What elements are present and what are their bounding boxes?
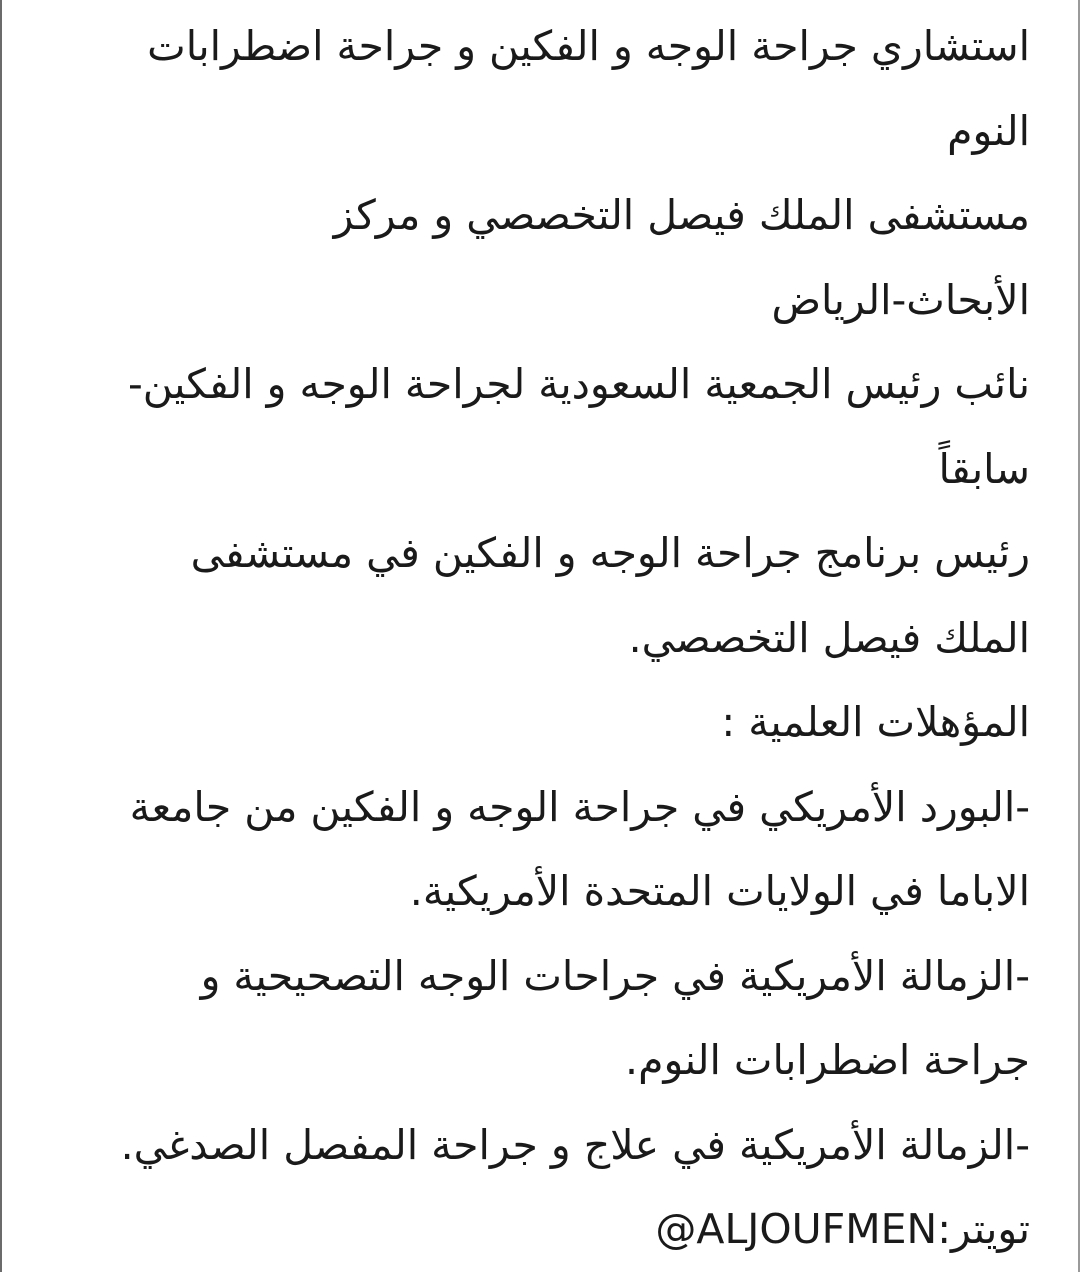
text-line-10: -البورد الأمريكي في جراحة الوجه و الفكين من جامعة: [129, 782, 1030, 831]
qualifications-heading: المؤهلات العلمية :: [721, 698, 1030, 746]
twitter-handle[interactable]: @ALJOUFMEN: [655, 1205, 938, 1253]
text-line-4: الأبحاث-الرياض: [771, 275, 1030, 324]
text-line-6: سابقاً: [938, 444, 1030, 493]
text-line-7: رئيس برنامج جراحة الوجه و الفكين في مستشفى: [190, 529, 1030, 577]
text-line-3: مستشفى الملك فيصل التخصصي و مركز: [333, 191, 1030, 239]
bio-text: [40, 4, 1030, 1272]
text-line-14: -الزمالة الأمريكية في علاج و جراحة المفصل الصدغي.: [120, 1120, 1030, 1169]
twitter-label: تويتر:: [937, 1205, 1030, 1253]
text-line-1: استشاري جراحة الوجه و الفكين و جراحة اضطرابات: [147, 22, 1030, 70]
text-line-2: النوم: [947, 106, 1030, 155]
left-border: [0, 0, 2, 1272]
text-line-13: جراحة اضطرابات النوم.: [625, 1036, 1030, 1084]
text-line-5: نائب رئيس الجمعية السعودية لجراحة الوجه و الفكين-: [127, 360, 1030, 408]
text-line-12: -الزمالة الأمريكية في جراحات الوجه التصحيحية و: [200, 951, 1030, 1000]
text-line-8: الملك فيصل التخصصي.: [628, 613, 1030, 662]
twitter-line: [40, 1187, 1030, 1272]
text-line-11: الاباما في الولايات المتحدة الأمريكية.: [409, 867, 1030, 915]
